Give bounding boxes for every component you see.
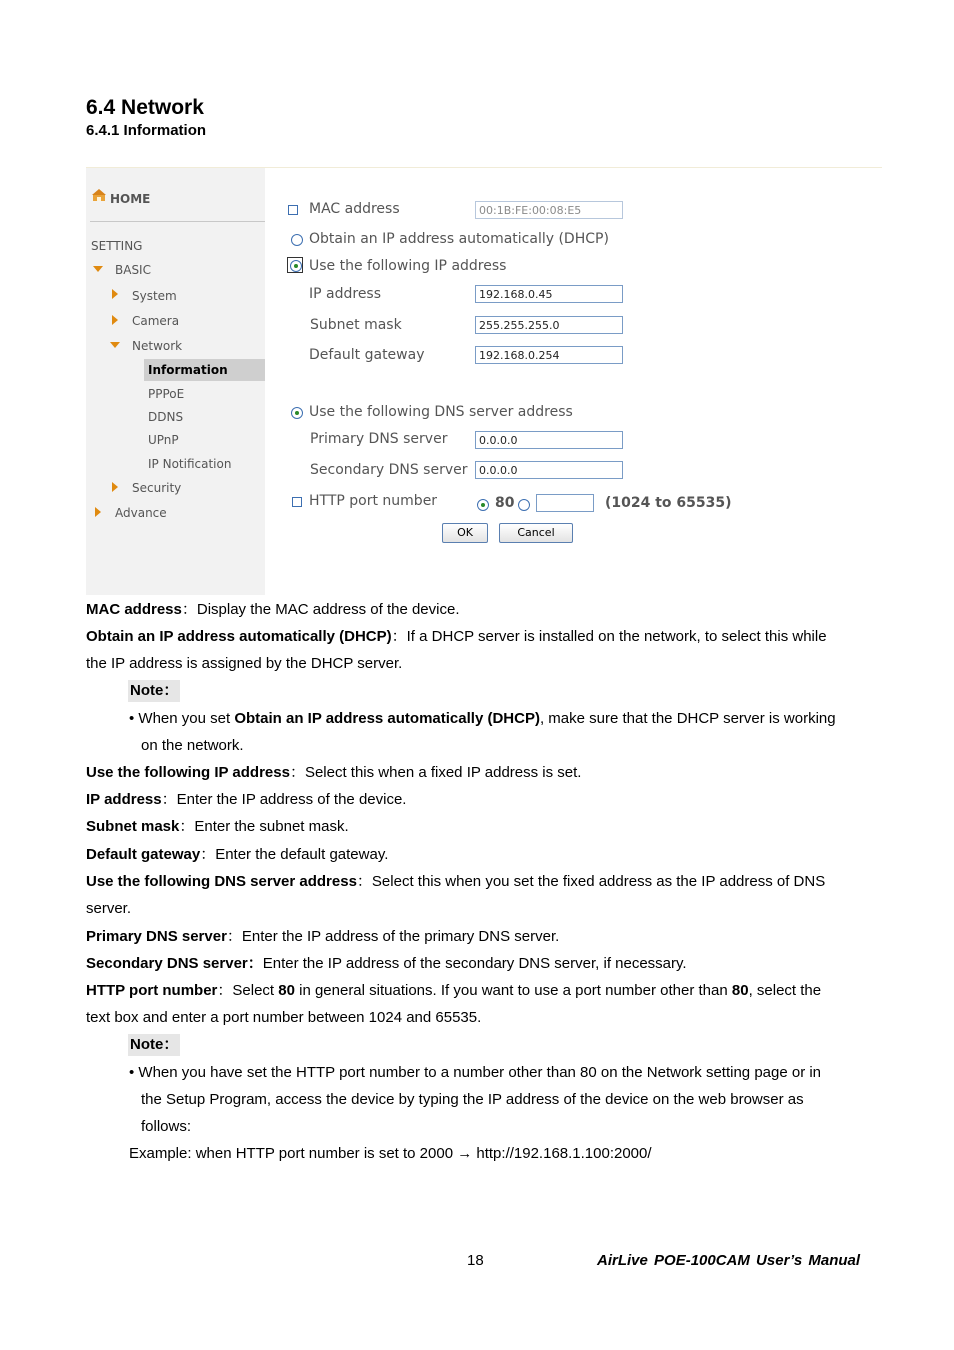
dns-description: Use the following DNS server address：Select this when you set the fixed address as the IP address of DNS [86,873,826,890]
chevron-right-icon [112,482,118,492]
gateway-description: Default gateway：Enter the default gateway. [86,846,389,863]
mac-label: MAC address [309,201,400,217]
dns-radio[interactable] [291,407,303,419]
page-number: 18 [467,1252,484,1269]
note2-line2: the Setup Program, access the device by typing the IP address of the device on the web browser as [141,1091,804,1108]
note-badge: Note： [128,1034,180,1056]
subnet-mask-field[interactable]: 255.255.255.0 [475,316,623,334]
sidebar-item-ip-notification[interactable]: IP Notification [148,457,232,471]
sidebar-divider [90,221,265,222]
dhcp-radio[interactable] [291,234,303,246]
sidebar-item-network[interactable]: Network [132,339,183,353]
sidebar-setting-label: SETTING [91,239,143,253]
primary-dns-label: Primary DNS server [310,431,448,447]
home-icon [92,189,106,201]
port-custom-field[interactable] [536,494,594,512]
http-port-label: HTTP port number [309,493,438,509]
chevron-right-icon [112,315,118,325]
subnet-description: Subnet mask：Enter the subnet mask. [86,818,349,835]
dns-label: Use the following DNS server address [309,404,573,420]
default-gateway-field[interactable]: 192.168.0.254 [475,346,623,364]
cancel-button[interactable]: Cancel [499,523,573,543]
http-description-cont: text box and enter a port number between 1024 and 65535. [86,1009,482,1026]
ok-button[interactable]: OK [442,523,488,543]
fixed-ip-description: Use the following IP address：Select this when a fixed IP address is set. [86,764,582,781]
section-heading: 6.4 Network [86,96,204,119]
note2-line3: follows: [141,1118,192,1135]
primary-dns-description: Primary DNS server：Enter the IP address of the primary DNS server. [86,928,560,945]
sidebar-item-camera[interactable]: Camera [132,314,180,328]
dhcp-description-cont: the IP address is assigned by the DHCP server. [86,655,403,672]
note1-line1: • When you set Obtain an IP address automatically (DHCP), make sure that the DHCP server is working [129,710,836,727]
sidebar-item-advance[interactable]: Advance [115,506,167,520]
default-gateway-label: Default gateway [309,347,425,363]
sidebar-home[interactable]: HOME [110,192,151,206]
note1-line2: on the network. [141,737,244,754]
network-settings-screenshot [86,167,882,595]
note-badge: Note： [128,680,180,702]
example-line: Example: when HTTP port number is set to 2000 → http://192.168.1.100:2000/ [129,1145,652,1162]
subsection-heading: 6.4.1 Information [86,122,207,139]
secondary-dns-description: Secondary DNS server：Enter the IP address of the secondary DNS server, if necessary. [86,955,687,972]
chevron-down-icon [110,342,120,348]
sidebar-item-security[interactable]: Security [132,481,182,495]
chevron-right-icon [112,289,118,299]
chevron-right-icon [95,507,101,517]
fixed-ip-radio[interactable] [290,260,302,272]
mac-field: 00:1B:FE:00:08:E5 [475,201,623,219]
ip-description: IP address：Enter the IP address of the device. [86,791,407,808]
sidebar-item-information[interactable]: Information [148,363,228,377]
dhcp-label: Obtain an IP address automatically (DHCP) [309,231,609,247]
port-range-label: (1024 to 65535) [605,495,732,511]
http-description: HTTP port number：Select 80 in general situations. If you want to use a port number other than 80, select the [86,982,822,999]
ip-address-field[interactable]: 192.168.0.45 [475,285,623,303]
sidebar-item-pppoe[interactable]: PPPoE [148,387,185,401]
port-80-label: 80 [495,495,515,511]
ip-address-label: IP address [309,286,382,302]
mac-checkbox[interactable] [288,205,298,215]
dns-description-cont: server. [86,900,132,917]
port-80-radio[interactable] [477,499,489,511]
port-custom-radio[interactable] [518,499,530,511]
primary-dns-field[interactable]: 0.0.0.0 [475,431,623,449]
note2-line1: • When you have set the HTTP port number to a number other than 80 on the Network setting page or in [129,1064,822,1081]
secondary-dns-label: Secondary DNS server [310,462,468,478]
subnet-mask-label: Subnet mask [310,317,402,333]
dhcp-description: Obtain an IP address automatically (DHCP)：If a DHCP server is installed on the network, to select this while [86,628,827,645]
manual-title: AirLive POE-100CAM User’s Manual [597,1252,861,1269]
http-port-checkbox[interactable] [292,497,302,507]
sidebar-item-upnp[interactable]: UPnP [148,433,179,447]
mac-description: MAC address：Display the MAC address of the device. [86,601,460,618]
sidebar [86,168,265,595]
secondary-dns-field[interactable]: 0.0.0.0 [475,461,623,479]
sidebar-item-system[interactable]: System [132,289,177,303]
sidebar-item-ddns[interactable]: DDNS [148,410,184,424]
chevron-down-icon [93,266,103,272]
sidebar-basic[interactable]: BASIC [115,263,151,277]
fixed-ip-label: Use the following IP address [309,258,507,274]
